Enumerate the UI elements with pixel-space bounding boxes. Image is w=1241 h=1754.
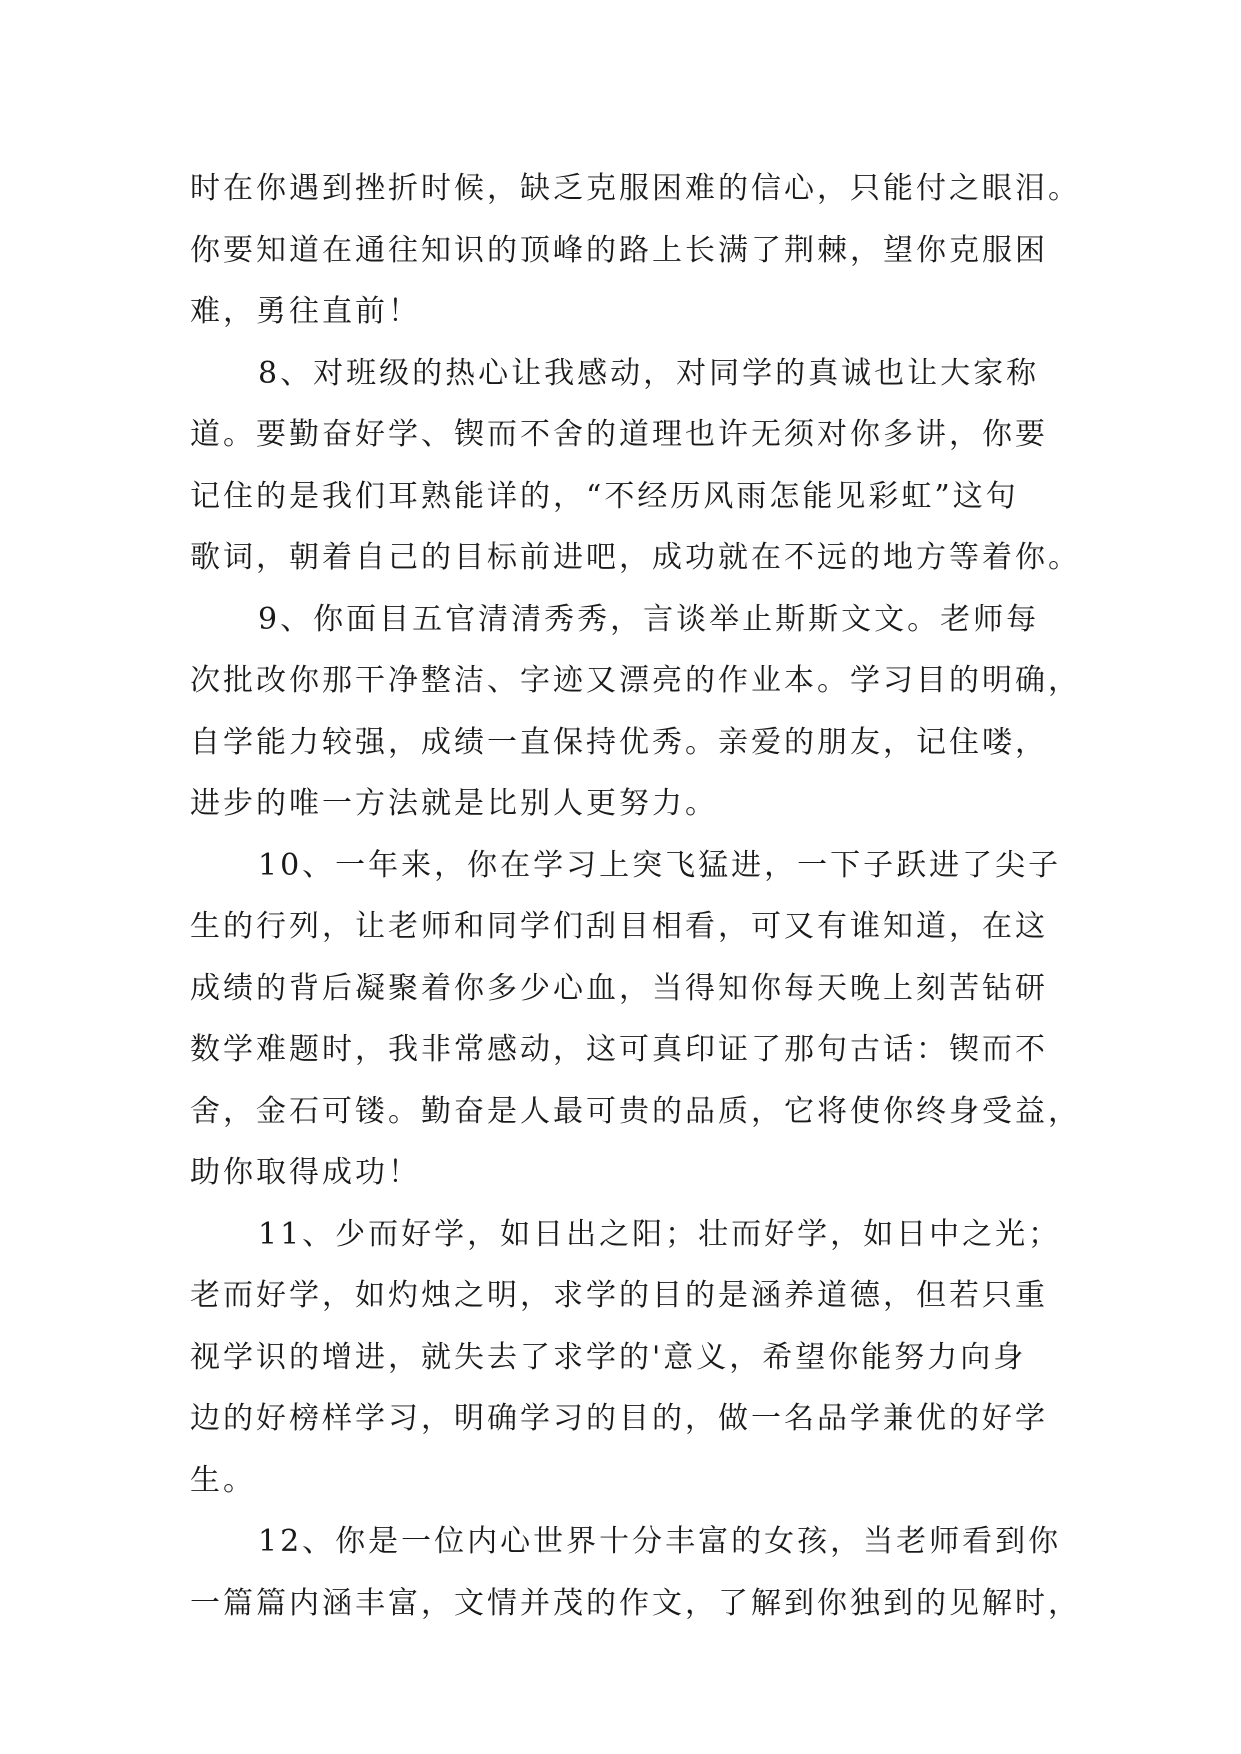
text-line: 8、对班级的热心让我感动，对同学的真诚也让大家称: [258, 355, 1040, 391]
text-line: 生的行列，让老师和同学们刮目相看，可又有谁知道，在这: [190, 909, 1048, 944]
text-line: 成绩的背后凝聚着你多少心血，当得知你每天晚上刻苦钻研: [190, 970, 1048, 1006]
document-body: [190, 158, 1081, 1634]
text-line: 难，勇往直前！: [190, 294, 421, 329]
text-line: 视学识的增进，就失去了求学的'意义，希望你能努力向身: [190, 1339, 1027, 1375]
text-line: 进步的唯一方法就是比别人更努力。: [190, 786, 718, 821]
text-line: 记住的是我们耳熟能详的，“不经历风雨怎能见彩虹”这句: [190, 478, 1019, 514]
text-line: 数学难题时，我非常感动，这可真印证了那句古话：锲而不: [190, 1032, 1048, 1067]
text-line: 舍，金石可镂。勤奋是人最可贵的品质，它将使你终身受益，: [190, 1093, 1081, 1129]
text-line: 生。: [190, 1462, 256, 1498]
text-line: 9、你面目五官清清秀秀，言谈举止斯斯文文。老师每: [258, 601, 1040, 637]
text-line: 道。要勤奋好学、锲而不舍的道理也许无须对你多讲，你要: [190, 417, 1048, 452]
text-line: 11、少而好学，如日出之阳；壮而好学，如日中之光；: [258, 1216, 1062, 1252]
text-line: 歌词，朝着自己的目标前进吧，成功就在不远的地方等着你。: [190, 540, 1081, 575]
text-line: 10、一年来，你在学习上突飞猛进，一下子跃进了尖子: [258, 847, 1062, 883]
text-line: 次批改你那干净整洁、字迹又漂亮的作业本。学习目的明确，: [190, 663, 1081, 698]
text-line: 12、你是一位内心世界十分丰富的女孩，当老师看到你: [258, 1524, 1062, 1559]
text-line: 边的好榜样学习，明确学习的目的，做一名品学兼优的好学: [190, 1401, 1048, 1436]
text-line: 时在你遇到挫折时候，缺乏克服困难的信心，只能付之眼泪。: [190, 171, 1081, 206]
text-line: 你要知道在通往知识的顶峰的路上长满了荆棘，望你克服困: [190, 232, 1048, 268]
text-line: 老而好学，如灼烛之明，求学的目的是涵养道德，但若只重: [190, 1278, 1048, 1313]
text-line: 自学能力较强，成绩一直保持优秀。亲爱的朋友，记住喽，: [190, 724, 1048, 760]
text-line: 一篇篇内涵丰富，文情并茂的作文，了解到你独到的见解时，: [190, 1585, 1081, 1621]
text-line: 助你取得成功！: [190, 1155, 421, 1190]
